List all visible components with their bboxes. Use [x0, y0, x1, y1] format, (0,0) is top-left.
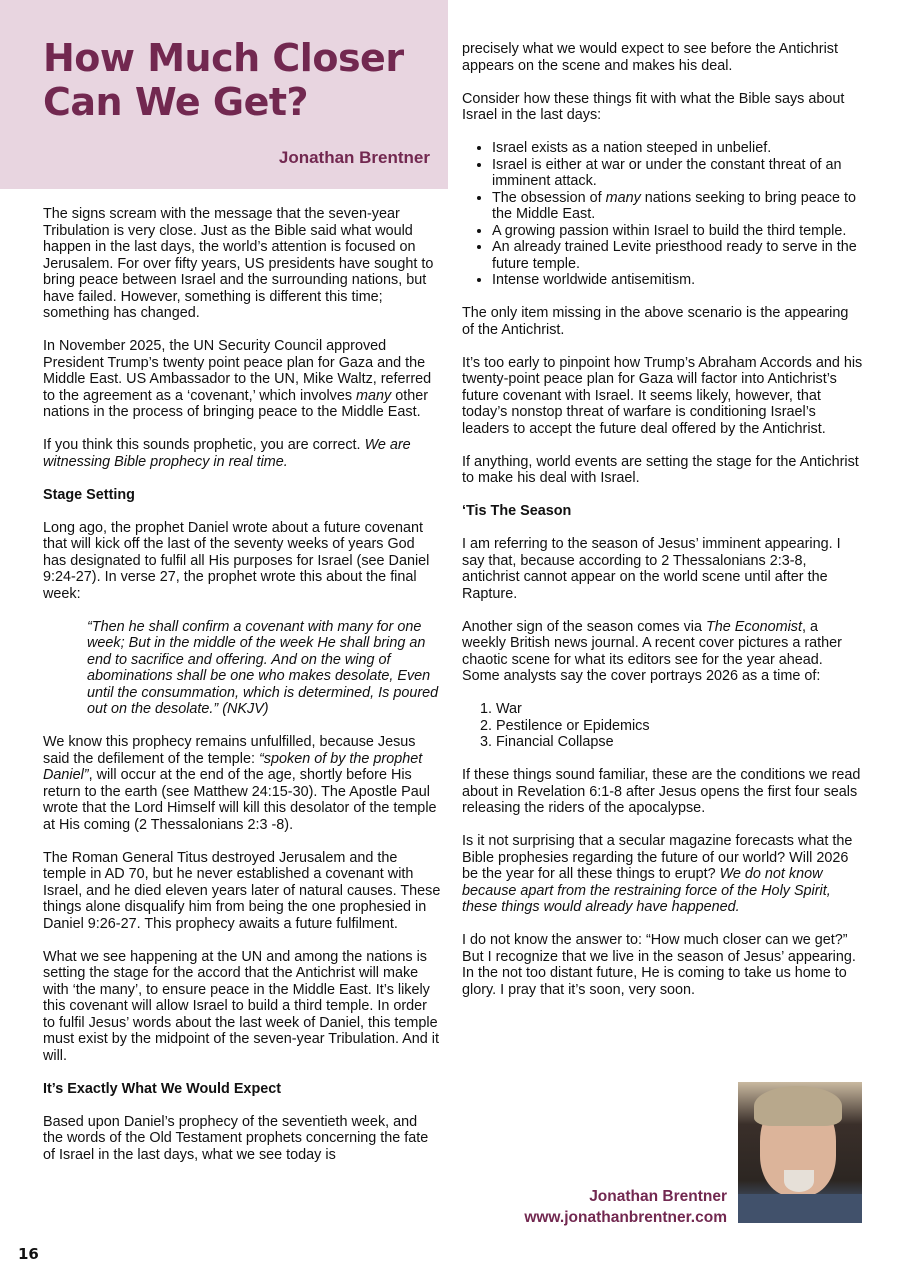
text-run: If these things sound familiar, these are the conditions we read about in Revelation 6:1-8 after Jesus opens the first four seals releasing the riders of the apocalypse.	[462, 767, 861, 816]
list-item	[492, 223, 864, 240]
text-run: War	[496, 701, 522, 717]
photo-beard	[784, 1170, 814, 1192]
text-run: Intense worldwide antisemitism.	[492, 272, 696, 288]
paragraph	[43, 734, 441, 833]
numbered-list	[462, 701, 864, 751]
text-run: The obsession of	[492, 189, 606, 206]
paragraph	[43, 949, 441, 1065]
author-website-link[interactable]: www.jonathanbrentner.com	[524, 1209, 727, 1226]
author-photo	[738, 1082, 862, 1223]
italic-text: many	[605, 189, 641, 206]
list-item	[496, 718, 864, 735]
paragraph	[43, 437, 441, 470]
text-run: A growing passion within Israel to build the third temple.	[492, 222, 847, 239]
title-banner	[0, 0, 448, 189]
paragraph	[462, 932, 864, 998]
text-run: , a weekly British news journal. A recent cover pictures a rather chaotic scene for what its editors see for the year ahead. Some analysts say the cover portrays 2026 as a time of:	[462, 618, 842, 684]
list-item	[492, 190, 864, 223]
italic-text: many	[356, 387, 392, 404]
text-run: Another sign of the season comes via	[462, 618, 706, 635]
text-run: Long ago, the prophet Daniel wrote about a future covenant that will kick off the last of the seventy weeks of years God has designated to fulfil all His purposes for Israel (see Daniel 9:24-27). In verse 27, the prophet wrote this about the final week:	[43, 519, 430, 602]
paragraph	[462, 454, 864, 487]
photo-shirt	[738, 1194, 862, 1223]
text-run: I am referring to the season of Jesus’ imminent appearing. I say that, because according to 2 Thessalonians 2:3-8, antichrist cannot appear on the world scene until after the Rapture.	[462, 536, 841, 602]
list-item	[492, 239, 864, 272]
italic-text: We do not know because apart from the restraining force of the Holy Spirit, these things would already have happened.	[462, 866, 831, 915]
text-run: If you think this sounds prophetic, you are correct.	[43, 437, 365, 453]
text-run: The signs scream with the message that the seven-year Tribulation is very close. Just as the Bible said what would happen in the last days, the world’s attention is focused on Jerusalem. For over fifty years, US presidents have sought to bring peace between Israel and the surrounding nations, but have failed. However, something is different this time; something has changed.	[43, 206, 434, 321]
text-run: precisely what we would expect to see before the Antichrist appears on the scene and makes his deal.	[462, 41, 838, 74]
text-run: (NKJV)	[218, 701, 269, 717]
text-run: Consider how these things fit with what the Bible says about Israel in the last days:	[462, 90, 845, 123]
list-item	[496, 701, 864, 718]
paragraph	[43, 1114, 441, 1164]
paragraph	[462, 833, 864, 916]
text-run: nations seeking to bring peace to the Middle East.	[492, 189, 857, 222]
text-run: The Roman General Titus destroyed Jerusalem and the temple in AD 70, but he never established a covenant with Israel, and he died eleven years later of natural causes. These things alone disqualify him from being the one prophesied in Daniel 9:26-27. This prophecy awaits a future fulfilment.	[43, 849, 441, 932]
right-column	[462, 41, 864, 1015]
text-run: other nations in the process of bringing peace to the Middle East.	[43, 387, 429, 420]
text-run: Israel is either at war or under the constant threat of an imminent attack.	[492, 156, 842, 189]
article-title	[43, 36, 404, 124]
text-run: Based upon Daniel’s prophecy of the seventieth week, and the words of the Old Testament prophets concerning the fate of Israel in the last days, what we see today is	[43, 1113, 429, 1163]
text-run: In November 2025, the UN Security Council approved President Trump’s twenty point peace plan for Gaza and the Middle East. US Ambassador to the UN, Mike Waltz, referred to the agreement as a ‘covenant,’ which involves	[43, 338, 432, 404]
text-run: , will occur at the end of the age, shortly before His return to the earth (see Matthew 24:15-30). The Apostle Paul wrote that the Lord Himself will kill this desolator of the temple at His coming (2 Thessalonians 2:3 -8).	[43, 767, 437, 833]
paragraph	[43, 520, 441, 603]
text-run: The only item missing in the above scenario is the appearing of the Antichrist.	[462, 305, 849, 338]
page-number: 16	[18, 1245, 39, 1263]
text-run: If anything, world events are setting the stage for the Antichrist to make his deal with Israel.	[462, 453, 859, 486]
text-run: Financial Collapse	[496, 734, 614, 750]
left-column	[43, 206, 441, 1180]
text-run: Pestilence or Epidemics	[496, 717, 650, 734]
italic-text: “spoken of by the prophet Daniel”	[43, 750, 423, 783]
list-item	[492, 272, 864, 289]
author-signature	[524, 1186, 727, 1228]
paragraph	[462, 355, 864, 438]
text-run: Israel exists as a nation steeped in unbelief.	[492, 140, 772, 156]
italic-text: We are witnessing Bible prophecy in real time.	[43, 437, 411, 470]
scripture-quote	[87, 619, 441, 718]
text-run: What we see happening at the UN and among the nations is setting the stage for the accord that the Antichrist will make with ‘the many’, to ensure peace in the Middle East. It’s likely this covenant will allow Israel to build a third temple. In order to fulfil Jesus’ words about the last week of Daniel, this temple must exist by the midpoint of the seven-year Tribulation. And it will.	[43, 948, 439, 1064]
text-run: Is it not surprising that a secular magazine forecasts what the Bible prophesies regarding the future of our world? Will 2026 be the year for all these things to erupt?	[462, 833, 853, 882]
text-run: We know this prophecy remains unfulfilled, because Jesus said the defilement of the temple:	[43, 734, 416, 767]
section-heading: ‘Tis The Season	[462, 503, 572, 519]
author-byline: Jonathan Brentner	[278, 148, 430, 167]
text-run: I do not know the answer to: “How much closer can we get?” But I recognize that we live in the season of Jesus’ appearing. In the not too distant future, He is coming to take us home to glory. I pray that it’s soon, very soon.	[462, 932, 856, 998]
paragraph	[462, 305, 864, 338]
list-item	[492, 157, 864, 190]
paragraph	[462, 767, 864, 817]
signature-name: Jonathan Brentner	[589, 1188, 727, 1205]
list-item	[496, 734, 864, 751]
italic-text: “Then he shall confirm a covenant with many for one week; But in the middle of the week He shall bring an end to sacrifice and offering. And on the wing of abominations shall be one who makes desolate, Even until the consummation, which is determined, Is poured out on the desolate.”	[87, 618, 439, 717]
paragraph	[43, 338, 441, 421]
section-heading: It’s Exactly What We Would Expect	[43, 1080, 282, 1097]
paragraph	[43, 206, 441, 322]
paragraph	[43, 850, 441, 933]
paragraph	[462, 41, 864, 74]
list-item	[492, 140, 864, 157]
title-line-2: Can We Get?	[43, 80, 309, 124]
photo-hair	[754, 1086, 842, 1126]
paragraph	[462, 619, 864, 685]
title-line-1: How Much Closer	[43, 36, 404, 80]
text-run: It’s too early to pinpoint how Trump’s Abraham Accords and his twenty-point peace plan for Gaza will factor into Antichrist’s future covenant with Israel. It seems likely, however, that today’s nonstop threat of warfare is conditioning Israel’s leaders to accept the future deal offered by the Antichrist.	[462, 354, 863, 437]
paragraph	[462, 91, 864, 124]
text-run: An already trained Levite priesthood ready to serve in the future temple.	[492, 239, 857, 272]
paragraph	[462, 536, 864, 602]
section-heading: Stage Setting	[43, 486, 135, 503]
bullet-list	[462, 140, 864, 289]
italic-text: The Economist	[705, 618, 802, 635]
